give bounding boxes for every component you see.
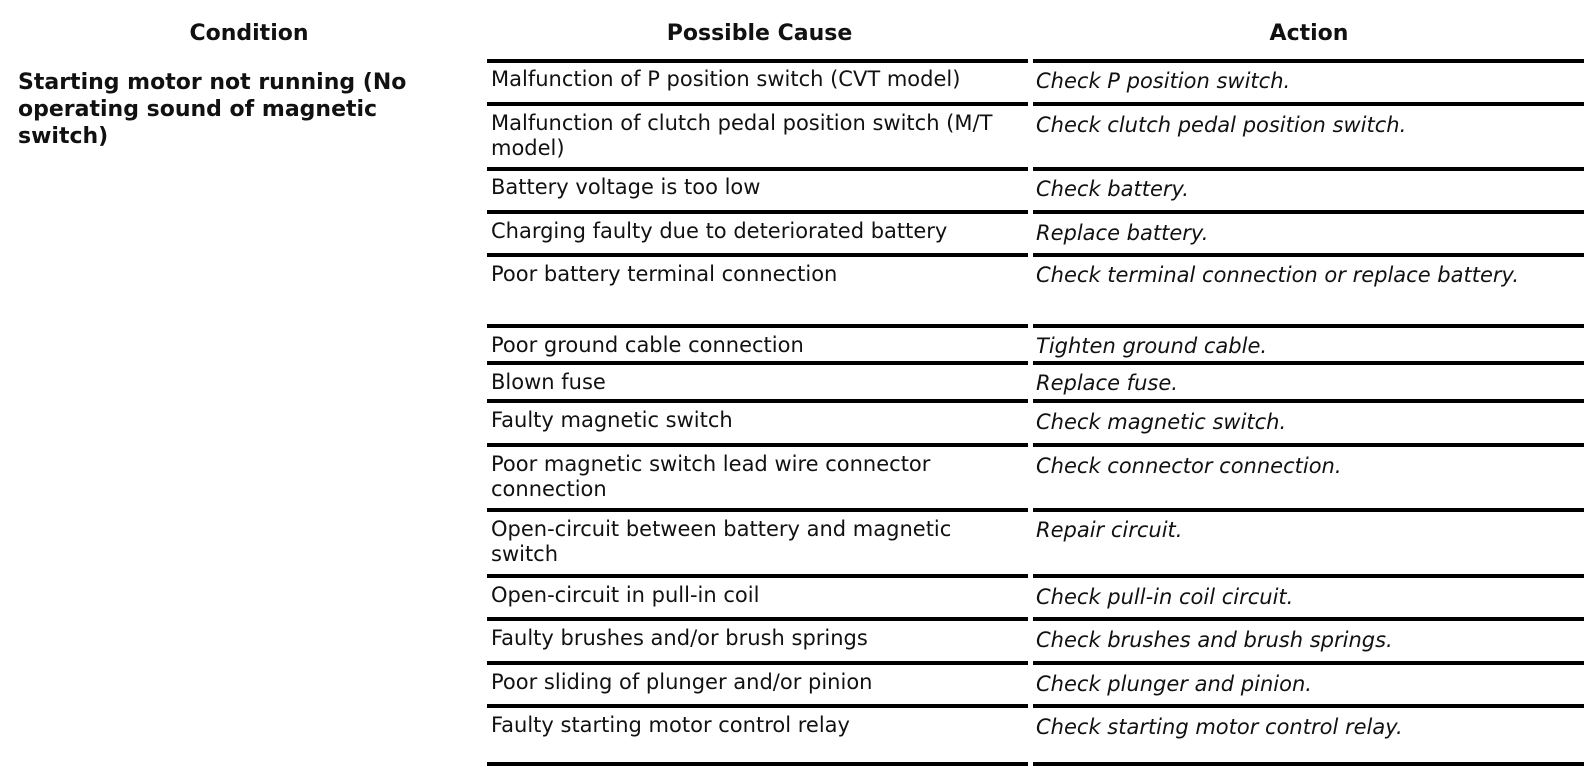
header-action: Action: [1269, 21, 1349, 46]
action-cell: Check magnetic switch.: [1036, 410, 1287, 434]
table-row: [487, 399, 1584, 403]
cause-cell: Poor ground cable connection: [491, 333, 804, 357]
cause-cell: Malfunction of P position switch (CVT model): [491, 67, 961, 91]
action-cell: Check plunger and pinion.: [1036, 672, 1312, 696]
table-row: [487, 508, 1584, 512]
table-row: [487, 324, 1584, 328]
table-row: [487, 210, 1584, 214]
cause-cell: Charging faulty due to deteriorated battery: [491, 219, 948, 243]
action-cell: Replace fuse.: [1036, 371, 1178, 395]
cause-cell: Poor sliding of plunger and/or pinion: [491, 670, 873, 694]
action-cell: Check terminal connection or replace battery.: [1036, 263, 1519, 287]
cause-cell: Poor magnetic switch lead wire connector connection: [491, 452, 931, 501]
cause-cell: Faulty magnetic switch: [491, 408, 733, 432]
table-row: [487, 167, 1584, 171]
cause-cell: Blown fuse: [491, 370, 606, 394]
action-cell: Replace battery.: [1036, 221, 1209, 245]
action-cell: Check pull-in coil circuit.: [1036, 585, 1294, 609]
cause-cell: Poor battery terminal connection: [491, 262, 838, 286]
table-row: [487, 617, 1584, 621]
action-cell: Repair circuit.: [1036, 518, 1183, 542]
cause-cell: Faulty starting motor control relay: [491, 713, 850, 737]
cause-cell: Faulty brushes and/or brush springs: [491, 626, 868, 650]
table-row: [487, 574, 1584, 578]
cause-cell: Malfunction of clutch pedal position switch (M/T model): [491, 111, 993, 160]
header-condition: Condition: [189, 21, 309, 46]
table-row: [487, 443, 1584, 447]
condition-cell: Starting motor not running (No operating sound of magnetic switch): [18, 70, 407, 149]
action-cell: Tighten ground cable.: [1036, 334, 1268, 358]
table-bottom-border: [487, 762, 1584, 766]
table-row: [487, 59, 1584, 63]
cause-cell: Open-circuit between battery and magnetic switch: [491, 517, 952, 566]
table-row: [487, 661, 1584, 665]
header-possible-cause: Possible Cause: [666, 21, 853, 46]
table-row: [487, 704, 1584, 708]
table-row: [487, 361, 1584, 365]
action-cell: Check battery.: [1036, 177, 1189, 201]
cause-cell: Battery voltage is too low: [491, 175, 761, 199]
action-cell: Check clutch pedal position switch.: [1036, 113, 1407, 137]
action-cell: Check connector connection.: [1036, 454, 1342, 478]
action-cell: Check starting motor control relay.: [1036, 715, 1403, 739]
table-row: [487, 253, 1584, 257]
cause-cell: Open-circuit in pull-in coil: [491, 583, 760, 607]
table-row: [487, 102, 1584, 106]
action-cell: Check brushes and brush springs.: [1036, 628, 1393, 652]
action-cell: Check P position switch.: [1036, 69, 1291, 93]
